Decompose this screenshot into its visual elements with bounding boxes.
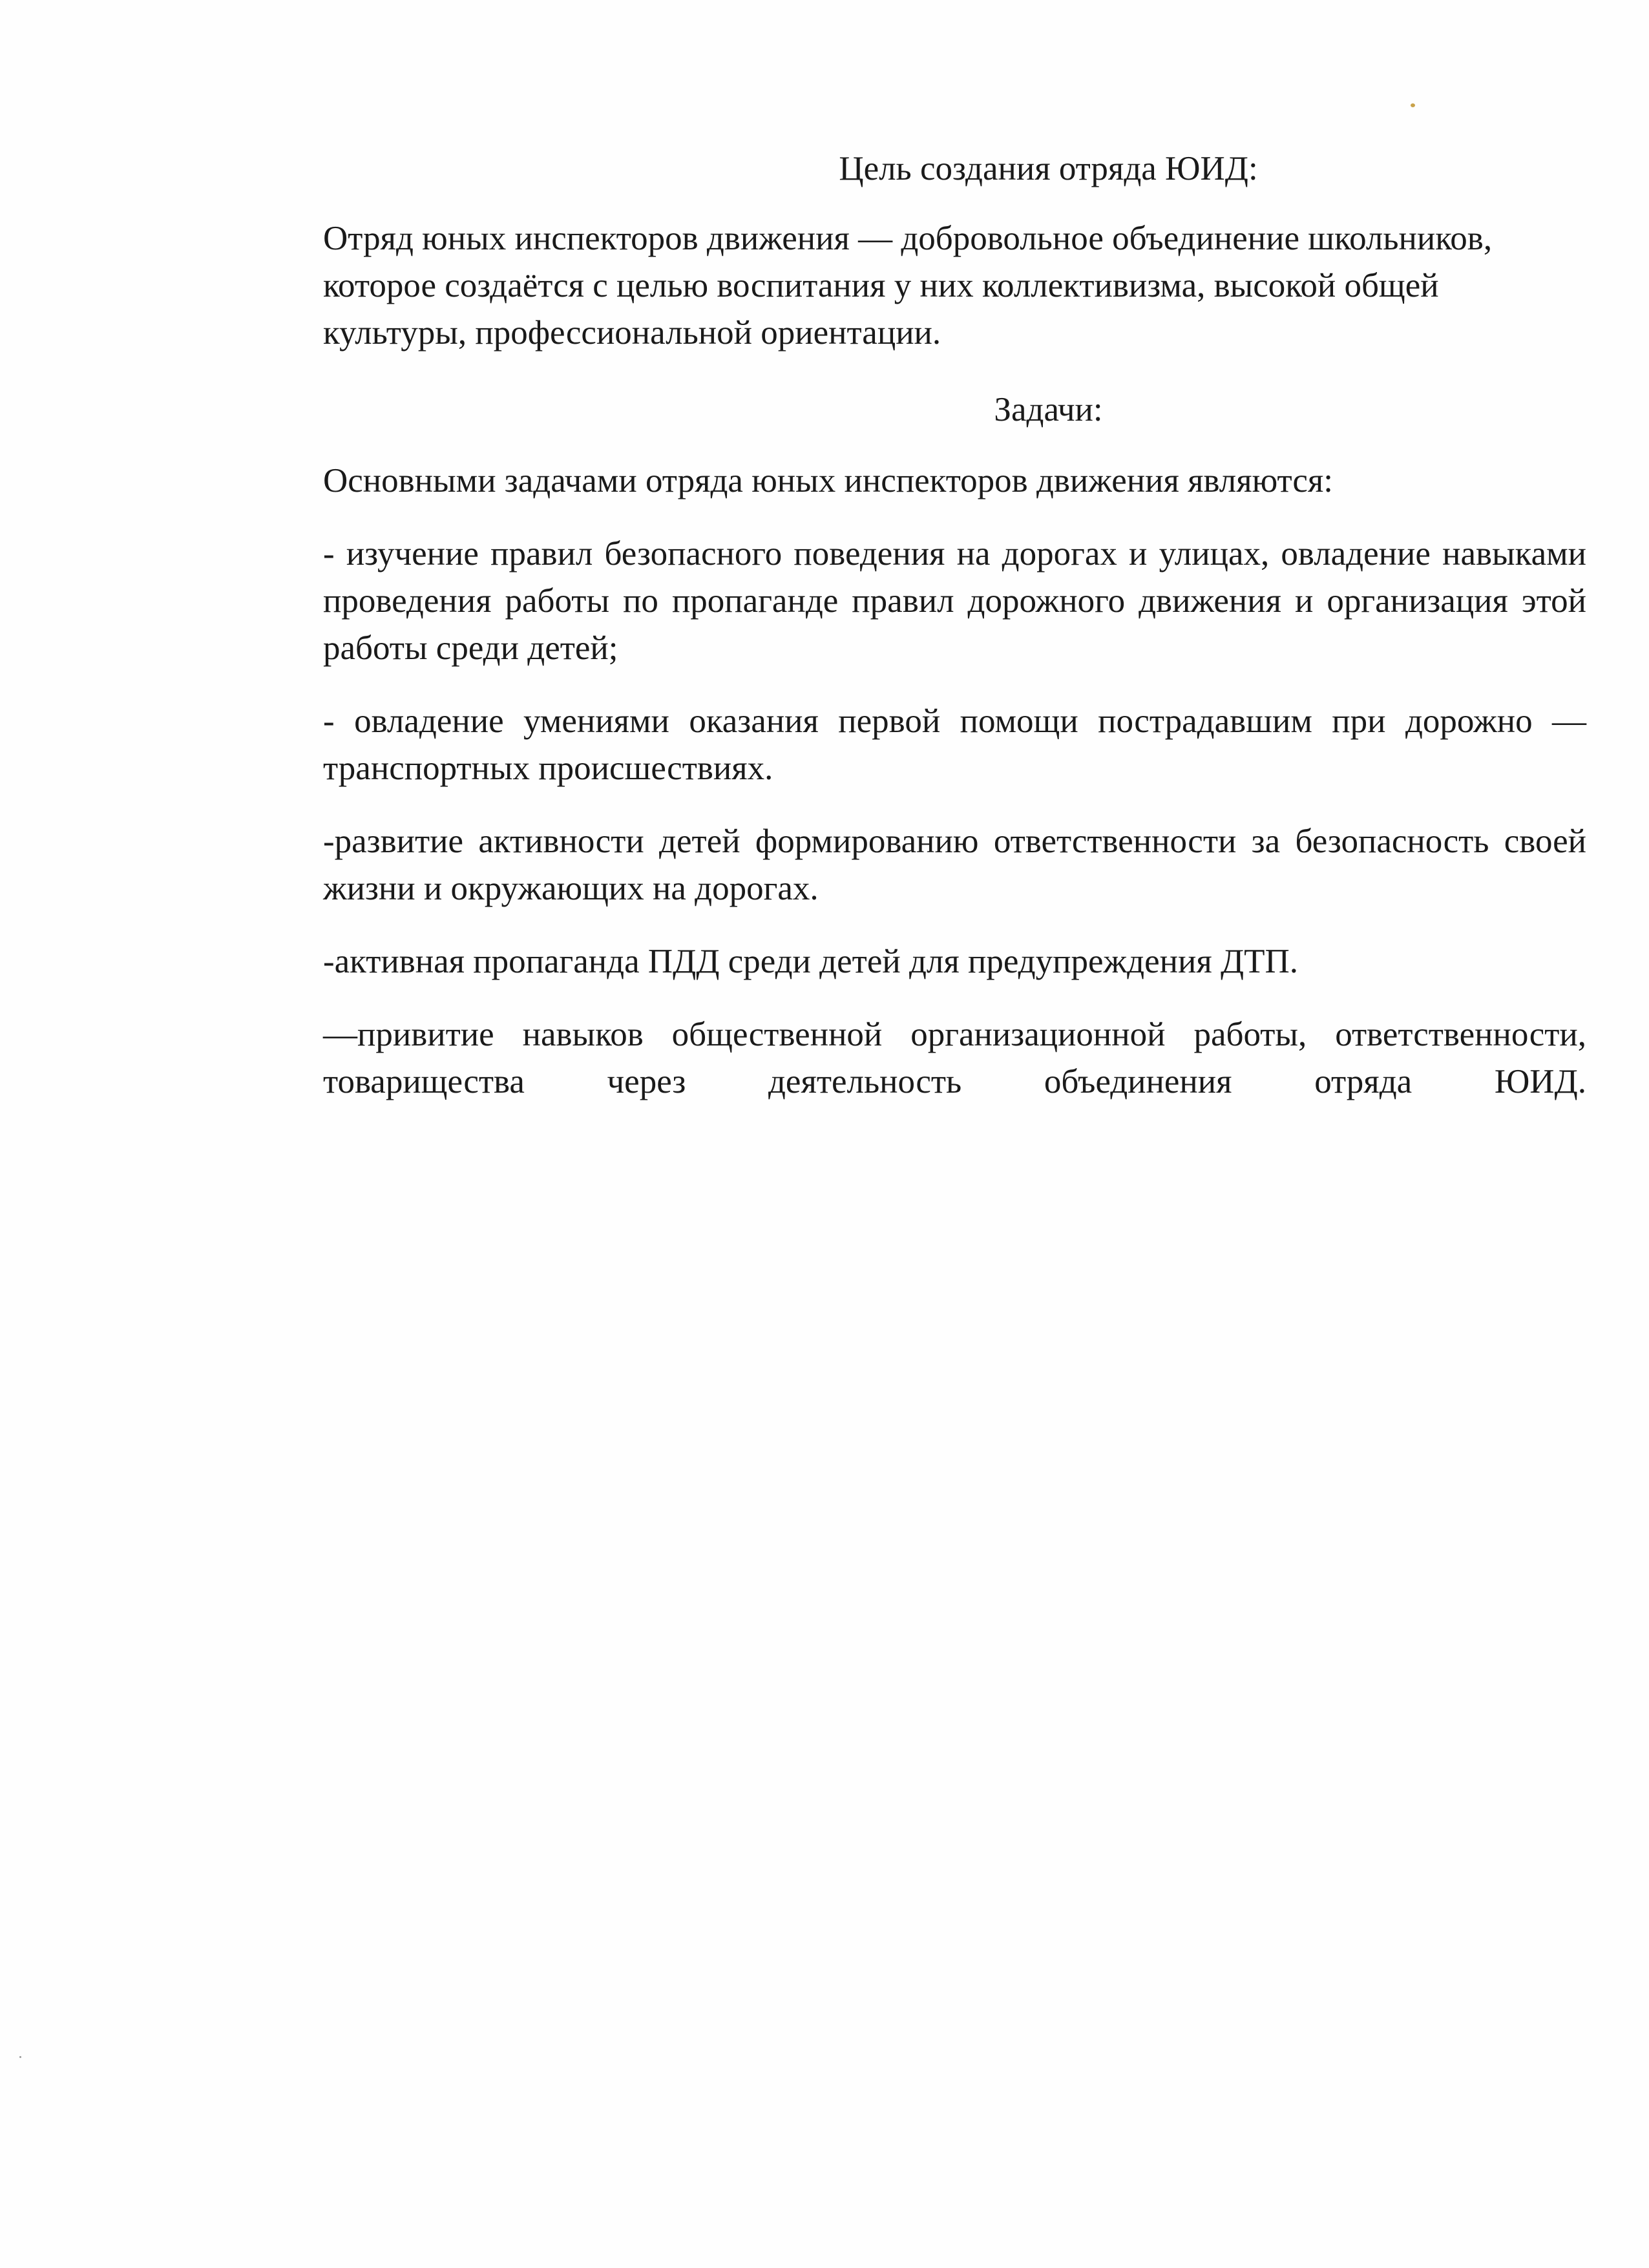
paper-speck <box>19 2056 21 2058</box>
task-item: -активная пропаганда ПДД среди детей для предупреждения ДТП. <box>323 943 1299 980</box>
document-body <box>323 145 1586 1131</box>
tasks-heading: Задачи: <box>994 391 1103 428</box>
task-item: —привитие навыков общественной организационной работы, ответственности, товарищества через деятельность объединения отряда ЮИД. <box>323 1016 1586 1100</box>
paper-speck <box>1411 103 1415 107</box>
tasks-lead: Основными задачами отряда юных инспекторов движения являются: <box>323 462 1333 499</box>
task-item: - изучение правил безопасного поведения на дорогах и улицах, овладение навыками проведения работы по пропаганде правил дорожного движения и организация этой работы среди детей; <box>323 535 1586 667</box>
tasks-list <box>323 530 1586 1106</box>
task-item: -развитие активности детей формированию ответственности за безопасность своей жизни и окружающих на дорогах. <box>323 823 1586 907</box>
task-item: - овладение умениями оказания первой помощи пострадавшим при дорожно — транспортных происшествиях. <box>323 702 1586 787</box>
goal-heading: Цель создания отряда ЮИД: <box>839 150 1258 187</box>
goal-paragraph: Отряд юных инспекторов движения — добровольное объединение школьников, которое создаётся с целью воспитания у них коллективизма, высокой общей культуры, профессиональной ориентации. <box>323 220 1493 352</box>
